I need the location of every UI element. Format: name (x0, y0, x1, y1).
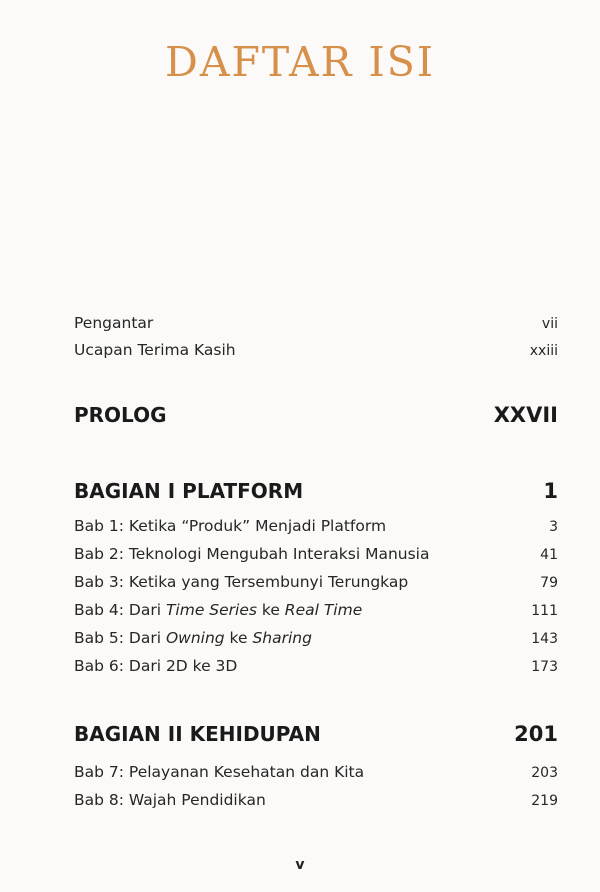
toc-chapter-label: Bab 3: Ketika yang Tersembunyi Terungkap (74, 573, 409, 591)
toc-chapter-1 (74, 517, 558, 535)
toc-entry-ucapan (74, 341, 558, 359)
page-title: DAFTAR ISI (164, 38, 436, 86)
toc-section-page: 201 (514, 722, 558, 746)
toc-chapter-page: 111 (531, 603, 558, 619)
toc-section-page: XXVII (493, 403, 558, 427)
toc-chapter-page: 3 (549, 519, 558, 535)
toc-entry-page: vii (541, 316, 558, 332)
toc-chapter-page: 203 (531, 765, 558, 781)
toc-section-prolog (74, 403, 558, 427)
toc-chapter-4 (74, 601, 558, 619)
toc-chapter-page: 79 (540, 575, 558, 591)
toc-chapter-label: Bab 1: Ketika “Produk” Menjadi Platform (74, 517, 387, 535)
toc-chapter-3 (74, 573, 558, 591)
toc-chapter-label: Bab 6: Dari 2D ke 3D (74, 657, 238, 675)
toc-chapter-label: Bab 8: Wajah Pendidikan (74, 791, 266, 809)
toc-chapter-7 (74, 763, 558, 781)
toc-entry-pengantar (74, 314, 558, 332)
toc-chapter-8 (74, 791, 558, 809)
toc-chapter-6 (74, 657, 558, 675)
toc-entry-label: Ucapan Terima Kasih (74, 341, 236, 359)
toc-section-label: PROLOG (74, 403, 167, 427)
toc-chapter-label: Bab 2: Teknologi Mengubah Interaksi Manusia (74, 545, 430, 563)
page-folio: v (295, 857, 305, 873)
toc-entry-page: xxiii (529, 343, 558, 359)
toc-chapter-page: 173 (531, 659, 558, 675)
toc-chapter-label: Bab 5: Dari Owning ke Sharing (74, 629, 312, 647)
toc-entry-label: Pengantar (74, 314, 154, 332)
toc-chapter-page: 219 (531, 793, 558, 809)
toc-section-bagian-1 (74, 479, 558, 503)
toc-chapter-page: 41 (540, 547, 558, 563)
toc-chapter-2 (74, 545, 558, 563)
toc-section-page: 1 (543, 479, 558, 503)
toc-chapter-5 (74, 629, 558, 647)
toc-section-label: BAGIAN II KEHIDUPAN (74, 722, 321, 746)
toc-chapter-label: Bab 7: Pelayanan Kesehatan dan Kita (74, 763, 365, 781)
toc-chapter-label: Bab 4: Dari Time Series ke Real Time (74, 601, 363, 619)
toc-section-bagian-2 (74, 722, 558, 746)
toc-section-label: BAGIAN I PLATFORM (74, 479, 304, 503)
toc-chapter-page: 143 (531, 631, 558, 647)
